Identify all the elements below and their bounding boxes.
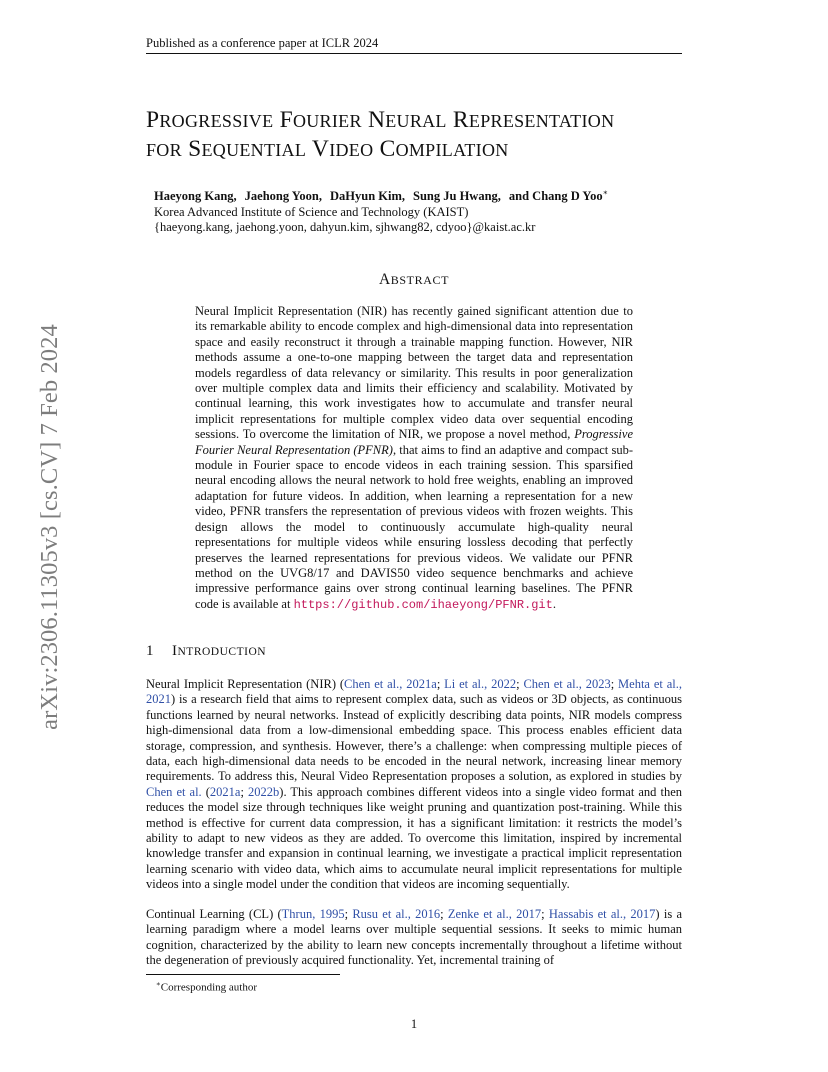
title-word: FOR bbox=[146, 140, 182, 160]
citation-link[interactable]: 2016 bbox=[415, 907, 441, 921]
title-word: VIDEO bbox=[311, 136, 374, 162]
title-word: NEURAL bbox=[367, 107, 447, 133]
arxiv-id: arXiv:2306.11305v3 [cs.CV] 7 Feb 2024 bbox=[36, 324, 63, 730]
code-link[interactable]: https://github.com/ihaeyong/PFNR.git bbox=[293, 597, 553, 612]
citation-link[interactable]: 2022b bbox=[248, 784, 280, 799]
title-word: COMPILATION bbox=[379, 136, 509, 162]
method-name: Progressive Fourier Neural Representation (PFNR) bbox=[195, 427, 633, 457]
footnote: ∗Corresponding author bbox=[156, 980, 257, 994]
title-word: FOURIER bbox=[279, 107, 362, 133]
affiliation: Korea Advanced Institute of Science and Technology (KAIST) bbox=[154, 204, 469, 219]
author-name: Haeyong Kang, bbox=[154, 189, 237, 204]
abstract-text: Neural Implicit Representation (NIR) has recently gained significant attention due to its remarkable ability to encode complex and high-dimensional data into representation space and easily reconstruct it through a trainable mapping function. However, NIR methods assume a one-to-one mapping between the target data and representation models regardless of data relevancy or similarity. This results in poor generalization over multiple complex data and limits their efficiency and scalability. Motivated by continual learning, this work investigates how to accumulate and transfer neural implicit representations for multiple complex video data over sequential encoding sessions. To overcome the limitation of NIR, we propose a novel method, Progressive Fourier Neural Representation (PFNR), that aims to find an adaptive and compact sub-module in Fourier space to encode videos in each training session. This sparsified neural encoding allows the neural network to hold free weights, enabling an improved adaptation for future videos. In addition, when learning a representation for a new video, PFNR transfers the representation of previous videos with frozen weights. This design allows the model to continuously accumulate high-quality neural representations for multiple videos while ensuring lossless decoding that perfectly preserves the learned representations for previous videos. We validate our PFNR method on the UVG8/17 and DAVIS50 video sequence benchmarks and achieve impressive performance gains over strong continual learning baselines. The PFNR code is available at https://github.com/ihaeyong/PFNR.git. bbox=[195, 304, 633, 612]
citation-link[interactable]: Mehta et al., bbox=[618, 677, 682, 691]
citation-link[interactable]: Thrun, bbox=[281, 907, 316, 921]
citation-link[interactable]: Rusu et al., bbox=[352, 907, 411, 921]
running-header: Published as a conference paper at ICLR 2024 bbox=[146, 36, 379, 50]
citation-link[interactable]: 2022 bbox=[491, 677, 517, 691]
author-name: and Chang D Yoo bbox=[508, 189, 603, 204]
title-word: PROGRESSIVE bbox=[146, 107, 274, 133]
author-name: Jaehong Yoon, bbox=[244, 189, 322, 204]
intro-paragraph-2: Continual Learning (CL) (Thrun, 1995; Rusu et al., 2016; Zenke et al., 2017; Hassabis et al., 2017) is a learning paradigm where a model learns over multiple sequential sessions. It seeks to mimic human cognition, characterized by the ability to learn new concepts incrementally throughout a lifetime without the degeneration of previously acquired functionality. Yet, incremental training of bbox=[146, 907, 682, 968]
citation-link[interactable]: Chen et al. bbox=[146, 784, 202, 799]
abstract-heading: ABSTRACT bbox=[378, 271, 449, 288]
citation-link[interactable]: Zenke et al., bbox=[447, 907, 512, 921]
arxiv-stamp bbox=[36, 292, 64, 762]
title-line-1 bbox=[146, 106, 706, 135]
citation-link[interactable]: 2017 bbox=[516, 907, 542, 921]
page-number: 1 bbox=[410, 1017, 418, 1031]
footnote-rule bbox=[146, 974, 340, 975]
author-name: DaHyun Kim, bbox=[330, 189, 406, 204]
author-name: Sung Ju Hwang, bbox=[413, 189, 501, 204]
corresponding-mark: ∗ bbox=[602, 188, 609, 197]
title-word: REPRESENTATION bbox=[452, 107, 615, 133]
citation-link[interactable]: Chen et al., bbox=[523, 677, 582, 691]
section-heading: 1 INTRODUCTION bbox=[146, 643, 267, 659]
citation-link[interactable]: 2023 bbox=[585, 677, 611, 691]
author-emails: {haeyong.kang, jaehong.yoon, dahyun.kim, sjhwang82, cdyoo}@kaist.ac.kr bbox=[154, 220, 536, 235]
citation-link[interactable]: Li et al., bbox=[444, 677, 488, 691]
header-rule bbox=[146, 53, 682, 54]
citation-link[interactable]: 2017 bbox=[630, 907, 656, 921]
citation-link[interactable]: 2021a bbox=[406, 677, 437, 691]
intro-paragraph-1: Neural Implicit Representation (NIR) (Chen et al., 2021a; Li et al., 2022; Chen et al., 2023; Mehta et al., 2021) is a research field that aims to represent complex data, such as videos or 3D objects, as continuous functions learned by neural networks. Instead of explicitly describing data points, NIR models compress high-dimensional data from a low-dimensional embedding space. This process enables efficient data storage, compression, and synthesis. However, there’s a challenge: when compressing multiple pieces of data, each high-dimensional data needs to be encoded in the neural network, increasing linear memory requirements. To address this, Neural Video Representation proposes a solution, as explored in studies by Chen et al. (2021a; 2022b). This approach combines different videos into a single video format and then reduces the model size through techniques like weight pruning and quantization post-training. While this method is effective for current data compression, it has a significant limitation: it restricts the model’s ability to adapt to new videos as they are added. To overcome this limitation, inspired by incremental knowledge transfer and expansion in continual learning, we investigate a practical implicit representation learning scenario with video data, which aims to accumulate neural implicit representations for multiple videos into a single model under the condition that videos are incoming sequentially. bbox=[146, 677, 682, 892]
author-block bbox=[154, 185, 694, 236]
citation-link[interactable]: Chen et al., bbox=[344, 677, 403, 691]
title-line-2 bbox=[146, 135, 706, 164]
citation-link[interactable]: Hassabis et al., bbox=[548, 907, 627, 921]
citation-link[interactable]: 2021a bbox=[209, 784, 241, 799]
title-word: SEQUENTIAL bbox=[188, 136, 307, 162]
author-names bbox=[154, 185, 694, 205]
section-number: 1 bbox=[146, 643, 154, 659]
citation-link[interactable]: 1995 bbox=[319, 907, 345, 921]
paper-title bbox=[146, 106, 706, 164]
citation-link[interactable]: 2021 bbox=[146, 692, 171, 707]
